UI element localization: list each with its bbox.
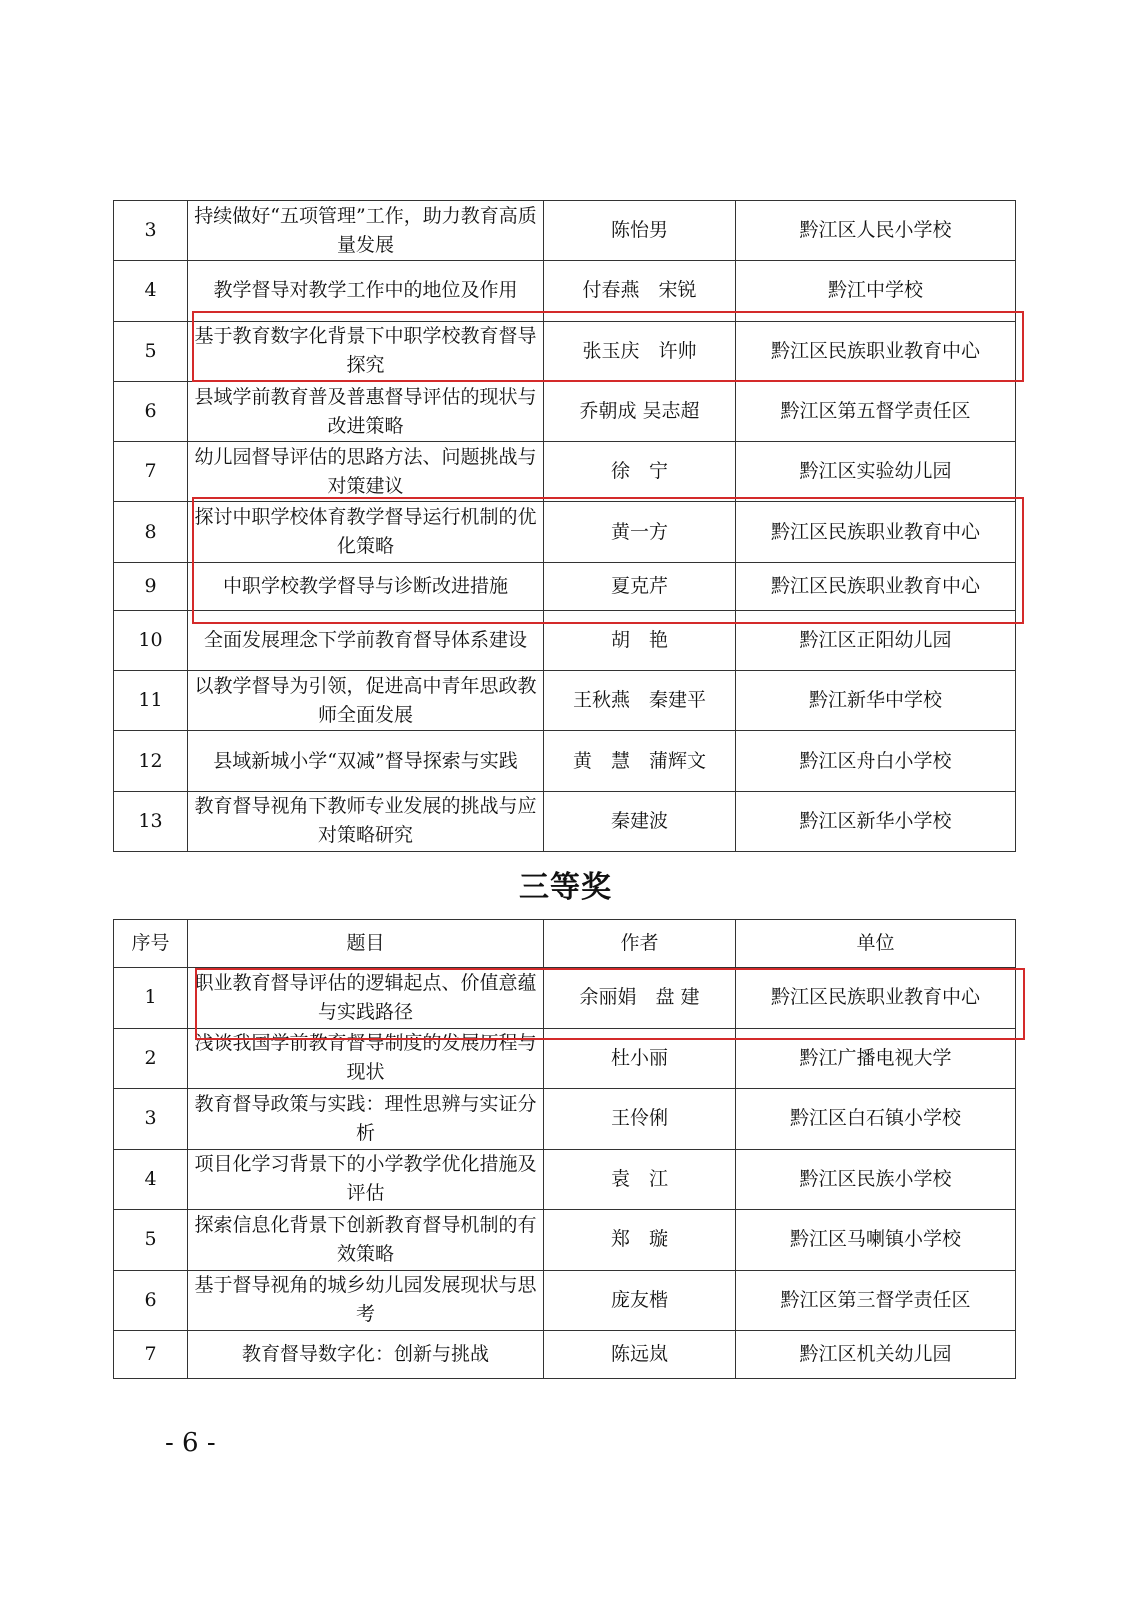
row-title: 基于教育数字化背景下中职学校教育督导探究 (188, 321, 544, 381)
highlight-box-vocational-third-row-1 (195, 968, 1025, 1040)
row-index: 8 (114, 502, 188, 562)
row-title: 教育督导政策与实践：理性思辨与实证分析 (188, 1089, 544, 1150)
row-unit: 黔江区马喇镇小学校 (736, 1210, 1016, 1271)
row-author: 黄一方 (544, 502, 736, 562)
column-header-title: 题目 (188, 920, 544, 968)
row-unit: 黔江区舟白小学校 (736, 731, 1016, 791)
table-row (114, 1210, 1016, 1271)
row-author: 徐 宁 (544, 442, 736, 502)
row-author: 胡 艳 (544, 610, 736, 670)
row-author: 陈远岚 (544, 1331, 736, 1379)
row-index: 2 (114, 1028, 188, 1089)
row-author: 张玉庆 许帅 (544, 321, 736, 381)
row-title: 教学督导对教学工作中的地位及作用 (188, 261, 544, 321)
row-title: 教育督导视角下教师专业发展的挑战与应对策略研究 (188, 791, 544, 851)
row-index: 1 (114, 968, 188, 1029)
row-title: 基于督导视角的城乡幼儿园发展现状与思考 (188, 1270, 544, 1331)
table-header-row (114, 920, 1016, 968)
row-unit: 黔江区实验幼儿园 (736, 442, 1016, 502)
row-unit: 黔江区第三督学责任区 (736, 1270, 1016, 1331)
row-title: 探索信息化背景下创新教育督导机制的有效策略 (188, 1210, 544, 1271)
row-author: 夏克芹 (544, 562, 736, 610)
table-row (114, 731, 1016, 791)
row-author: 王伶俐 (544, 1089, 736, 1150)
row-index: 3 (114, 201, 188, 261)
row-title: 项目化学习背景下的小学教学优化措施及评估 (188, 1149, 544, 1210)
row-unit: 黔江区新华小学校 (736, 791, 1016, 851)
table-row (114, 791, 1016, 851)
row-unit: 黔江区民族小学校 (736, 1149, 1016, 1210)
column-header-author: 作者 (544, 920, 736, 968)
row-title: 探讨中职学校体育教学督导运行机制的优化策略 (188, 502, 544, 562)
row-index: 6 (114, 381, 188, 441)
row-title: 中职学校教学督导与诊断改进措施 (188, 562, 544, 610)
row-author: 袁 江 (544, 1149, 736, 1210)
row-unit: 黔江区正阳幼儿园 (736, 610, 1016, 670)
row-author: 秦建波 (544, 791, 736, 851)
row-unit: 黔江新华中学校 (736, 671, 1016, 731)
third-prize-heading: 三等奖 (519, 870, 612, 905)
row-index: 13 (114, 791, 188, 851)
row-author: 余丽娟 盘 建 (544, 968, 736, 1029)
row-index: 5 (114, 321, 188, 381)
column-header-unit: 单位 (736, 920, 1016, 968)
row-title: 县域学前教育普及普惠督导评估的现状与改进策略 (188, 381, 544, 441)
row-unit: 黔江区民族职业教育中心 (736, 968, 1016, 1029)
row-author: 王秋燕 秦建平 (544, 671, 736, 731)
table-row (114, 442, 1016, 502)
row-unit: 黔江区人民小学校 (736, 201, 1016, 261)
row-unit: 黔江中学校 (736, 261, 1016, 321)
column-header-index: 序号 (114, 920, 188, 968)
row-author: 庞友楷 (544, 1270, 736, 1331)
row-title: 幼儿园督导评估的思路方法、问题挑战与对策建议 (188, 442, 544, 502)
row-title: 浅谈我国学前教育督导制度的发展历程与现状 (188, 1028, 544, 1089)
row-unit: 黔江区第五督学责任区 (736, 381, 1016, 441)
table-row (114, 1270, 1016, 1331)
row-index: 11 (114, 671, 188, 731)
row-index: 3 (114, 1089, 188, 1150)
highlight-box-vocational-rows-8-9 (192, 497, 1024, 624)
row-index: 4 (114, 261, 188, 321)
row-index: 7 (114, 442, 188, 502)
row-author: 黄 慧 蒲辉文 (544, 731, 736, 791)
table-row (114, 381, 1016, 441)
row-unit: 黔江区民族职业教育中心 (736, 502, 1016, 562)
row-title: 持续做好“五项管理”工作，助力教育高质量发展 (188, 201, 544, 261)
row-author: 付春燕 宋锐 (544, 261, 736, 321)
row-index: 12 (114, 731, 188, 791)
row-title: 全面发展理念下学前教育督导体系建设 (188, 610, 544, 670)
table-row (114, 1089, 1016, 1150)
table-row (114, 1331, 1016, 1379)
row-author: 乔朝成 吴志超 (544, 381, 736, 441)
table-row (114, 201, 1016, 261)
row-author: 陈怡男 (544, 201, 736, 261)
page-number: - 6 - (165, 1428, 216, 1458)
row-unit: 黔江区白石镇小学校 (736, 1089, 1016, 1150)
row-title: 以教学督导为引领，促进高中青年思政教师全面发展 (188, 671, 544, 731)
row-title: 教育督导数字化：创新与挑战 (188, 1331, 544, 1379)
row-title: 职业教育督导评估的逻辑起点、价值意蕴与实践路径 (188, 968, 544, 1029)
row-author: 杜小丽 (544, 1028, 736, 1089)
table-row (114, 671, 1016, 731)
row-title: 县域新城小学“双减”督导探索与实践 (188, 731, 544, 791)
row-index: 10 (114, 610, 188, 670)
row-unit: 黔江广播电视大学 (736, 1028, 1016, 1089)
table-row (114, 1149, 1016, 1210)
row-unit: 黔江区机关幼儿园 (736, 1331, 1016, 1379)
row-index: 6 (114, 1270, 188, 1331)
row-index: 4 (114, 1149, 188, 1210)
highlight-box-vocational-row-5 (192, 311, 1024, 382)
row-unit: 黔江区民族职业教育中心 (736, 562, 1016, 610)
row-index: 5 (114, 1210, 188, 1271)
row-index: 9 (114, 562, 188, 610)
row-unit: 黔江区民族职业教育中心 (736, 321, 1016, 381)
row-index: 7 (114, 1331, 188, 1379)
row-author: 郑 璇 (544, 1210, 736, 1271)
